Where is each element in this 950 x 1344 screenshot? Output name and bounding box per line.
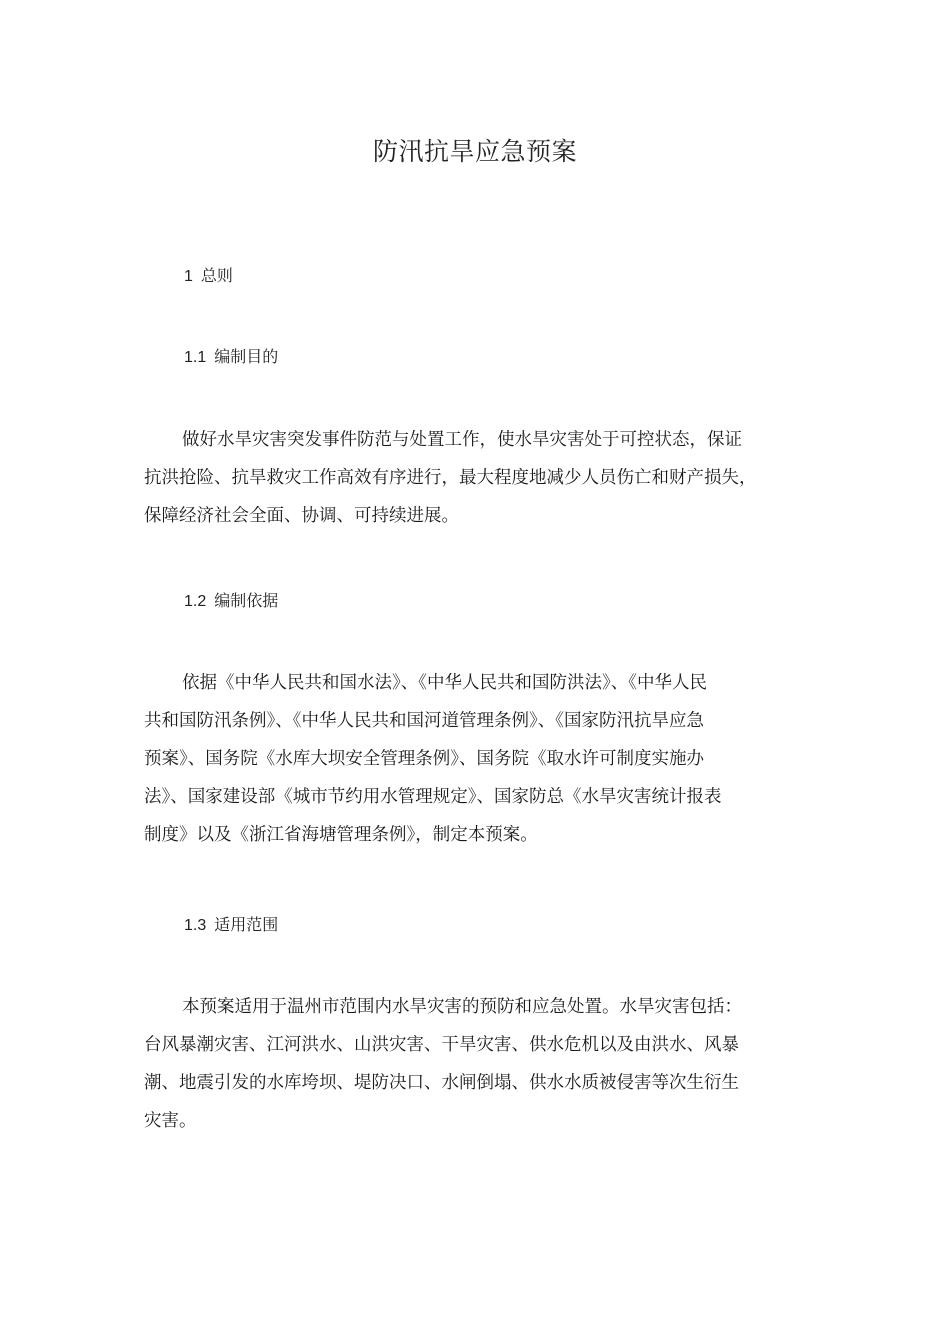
paragraph-line: 制度》以及《浙江省海塘管理条例》，制定本预案。 — [144, 825, 538, 845]
paragraph-line: 做好水旱灾害突发事件防范与处置工作，使水旱灾害处于可控状态，保证 — [182, 430, 742, 450]
paragraph-line: 依据《中华人民共和国水法》、《中华人民共和国防洪法》、《中华人民 — [182, 673, 707, 693]
paragraph-line: 潮、地震引发的水库垮坝、堤防决口、水闸倒塌、供水水质被侵害等次生衍生 — [144, 1073, 739, 1093]
paragraph-line: 保障经济社会全面、协调、可持续进展。 — [144, 506, 459, 526]
section-title: 总则 — [200, 266, 233, 285]
paragraph-line: 法》、国家建设部《城市节约用水管理规定》、国家防总《水旱灾害统计报表 — [144, 787, 722, 807]
section-title: 编制依据 — [214, 591, 279, 610]
paragraph-line: 台风暴潮灾害、江河洪水、山洪灾害、干旱灾害、供水危机以及由洪水、风暴 — [144, 1035, 739, 1055]
paragraph-line: 预案》、国务院《水库大坝安全管理条例》、国务院《取水许可制度实施办 — [144, 749, 704, 769]
paragraph-line: 本预案适用于温州市范围内水旱灾害的预防和应急处置。水旱灾害包括： — [182, 997, 742, 1017]
paragraph-scope — [144, 988, 804, 1140]
paragraph-line: 灾害。 — [144, 1111, 197, 1131]
section-heading-1-1 — [184, 345, 278, 370]
document-title: 防汛抗旱应急预案 — [372, 137, 577, 166]
section-heading-1 — [184, 264, 233, 289]
section-number: 1 — [184, 268, 193, 285]
section-title: 适用范围 — [214, 915, 279, 934]
section-number: 1.1 — [184, 349, 207, 366]
paragraph-line: 共和国防汛条例》、《中华人民共和国河道管理条例》、《国家防汛抗旱应急 — [144, 711, 704, 731]
paragraph-purpose — [144, 421, 804, 535]
section-title: 编制目的 — [214, 347, 279, 366]
paragraph-basis — [144, 664, 804, 854]
section-heading-1-2 — [184, 589, 278, 614]
paragraph-line: 抗洪抢险、抗旱救灾工作高效有序进行，最大程度地减少人员伤亡和财产损失， — [144, 468, 757, 488]
section-number: 1.3 — [184, 917, 207, 934]
section-number: 1.2 — [184, 593, 207, 610]
section-heading-1-3 — [184, 913, 278, 938]
